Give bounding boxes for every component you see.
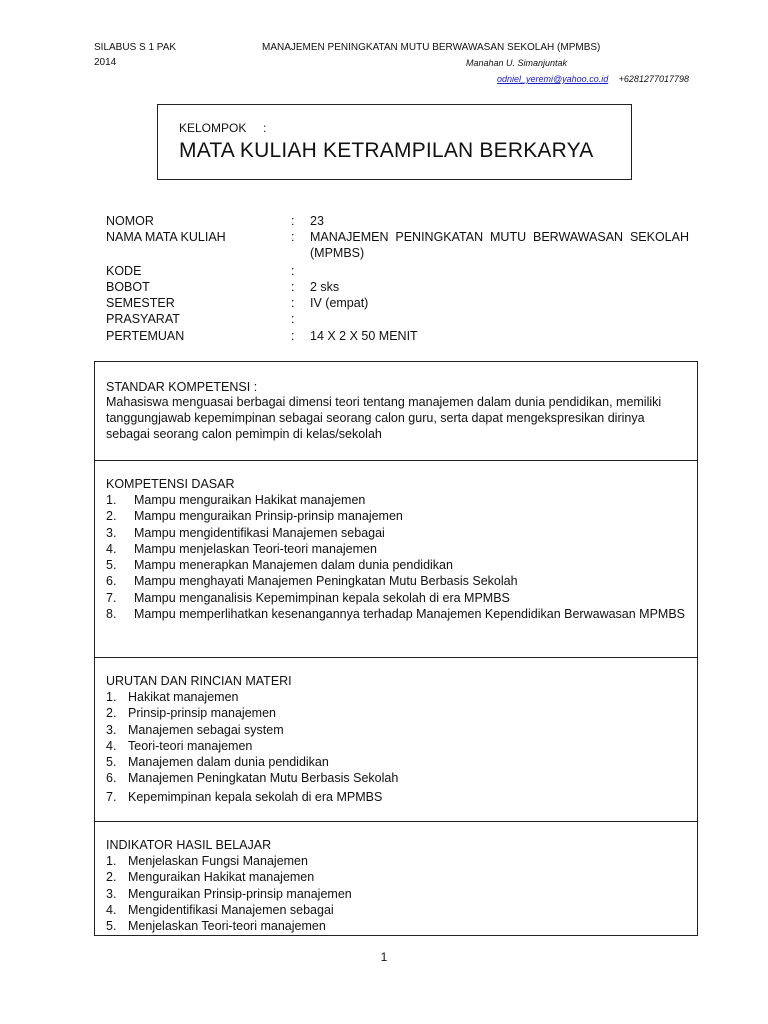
list-item-text: Mampu memperlihatkan kesenangannya terhadap Manajemen Kependidikan Berwawasan MPMBS [134, 607, 686, 622]
info-label-semester: SEMESTER [106, 296, 175, 310]
list-item: 7. Mampu menganalisis Kepemimpinan kepala sekolah di era MPMBS [106, 590, 510, 605]
standar-kompetensi-text: Mahasiswa menguasai berbagai dimensi teori tentang manajemen dalam dunia pendidikan, memiliki tanggungjawab kepemimpinan sebagai seorang calon guru, serta dapat mengekspresikan dirinya sebagai seorang calon pemimpin di kelas/sekolah [106, 395, 662, 442]
list-item-text: Mampu menganalisis Kepemimpinan kepala sekolah di era MPMBS [134, 590, 510, 605]
list-item-text: Menjelaskan Teori-teori manajemen [128, 919, 326, 934]
info-colon: : [291, 296, 295, 310]
list-item-text: Mengidentifikasi Manajemen sebagai [128, 902, 334, 917]
kompetensi-dasar-list [106, 492, 689, 622]
info-value-pertemuan: 14 X 2 X 50 MENIT [310, 329, 418, 343]
list-item-text: Menguraikan Hakikat manajemen [128, 870, 315, 885]
header-left-line2: 2014 [94, 57, 117, 68]
info-colon: : [291, 230, 295, 244]
group-title: MATA KULIAH KETRAMPILAN BERKARYA [179, 139, 594, 162]
list-item: 7. Kepemimpinan kepala sekolah di era MPMBS [106, 789, 383, 804]
list-item: 2. Prinsip-prinsip manajemen [106, 706, 276, 721]
info-label-prasyarat: PRASYARAT [106, 312, 180, 326]
list-item: 5. Manajemen dalam dunia pendidikan [106, 755, 329, 770]
list-item-text: Manajemen sebagai system [128, 722, 284, 737]
list-item: 4. Teori-teori manajemen [106, 738, 253, 753]
list-item: 6. Manajemen Peningkatan Mutu Berbasis Sekolah [106, 771, 399, 786]
info-value-nama: MANAJEMEN PENINGKATAN MUTU BERWAWASAN SEKOLAH (MPMBS) [310, 230, 689, 260]
list-item-text: Mampu mengidentifikasi Manajemen sebagai [134, 525, 385, 540]
info-colon: : [291, 329, 295, 343]
page-number: 1 [380, 950, 388, 964]
list-item: 8. Mampu memperlihatkan kesenangannya terhadap Manajemen Kependidikan Berwawasan MPMBS [106, 607, 686, 622]
info-colon: : [291, 214, 295, 228]
header-email-link[interactable]: odniel_yeremi@yahoo.co.id [497, 74, 609, 84]
info-value-nomor: 23 [310, 214, 324, 228]
list-item-text: Mampu menghayati Manajemen Peningkatan Mutu Berbasis Sekolah [134, 574, 518, 589]
list-item: 1. Mampu menguraikan Hakikat manajemen [106, 493, 366, 507]
list-item-text: Teori-teori manajemen [128, 738, 253, 753]
list-item: 1. Menjelaskan Fungsi Manajemen [106, 854, 308, 868]
header-contact [497, 69, 689, 87]
list-item-text: Menjelaskan Fungsi Manajemen [128, 854, 308, 868]
list-item-text: Prinsip-prinsip manajemen [128, 706, 276, 721]
list-item: 4. Mengidentifikasi Manajemen sebagai [106, 902, 334, 917]
info-label-pertemuan: PERTEMUAN [106, 329, 185, 343]
list-item-text: Menguraikan Prinsip-prinsip manajemen [128, 886, 352, 901]
list-item: 2. Mampu menguraikan Prinsip-prinsip manajemen [106, 509, 403, 524]
info-colon: : [291, 312, 295, 326]
info-colon: : [291, 264, 295, 278]
list-item: 6. Mampu menghayati Manajemen Peningkatan Mutu Berbasis Sekolah [106, 574, 518, 589]
list-item: 5. Menjelaskan Teori-teori manajemen [106, 919, 326, 934]
urutan-materi-title: URUTAN DAN RINCIAN MATERI [106, 674, 292, 688]
kompetensi-dasar-title: KOMPETENSI DASAR [106, 477, 235, 491]
info-value-bobot: 2 sks [310, 280, 340, 294]
list-item: 2. Menguraikan Hakikat manajemen [106, 870, 315, 885]
info-value-semester: IV (empat) [310, 296, 369, 310]
list-item: 3. Mampu mengidentifikasi Manajemen sebagai [106, 525, 385, 540]
indikator-list [106, 853, 666, 934]
list-item: 5. Mampu menerapkan Manajemen dalam dunia pendidikan [106, 558, 453, 573]
list-item-text: Mampu menguraikan Prinsip-prinsip manajemen [134, 509, 403, 524]
header-author: Manahan U. Simanjuntak [466, 58, 568, 68]
list-item: 1. Hakikat manajemen [106, 690, 239, 704]
info-label-kode: KODE [106, 264, 142, 278]
list-item-text: Mampu menerapkan Manajemen dalam dunia pendidikan [134, 558, 453, 573]
info-colon: : [291, 280, 295, 294]
list-item-text: Kepemimpinan kepala sekolah di era MPMBS [128, 789, 383, 804]
header-phone: +6281277017798 [618, 74, 689, 84]
list-item: 3. Menguraikan Prinsip-prinsip manajemen [106, 886, 352, 901]
list-item-text: Mampu menguraikan Hakikat manajemen [134, 493, 366, 507]
list-item-text: Manajemen Peningkatan Mutu Berbasis Sekolah [128, 771, 399, 786]
header-title: MANAJEMEN PENINGKATAN MUTU BERWAWASAN SEKOLAH (MPMBS) [262, 42, 601, 53]
standar-kompetensi-title: STANDAR KOMPETENSI : [106, 380, 258, 394]
urutan-materi-list [106, 689, 666, 805]
list-item-text: Manajemen dalam dunia pendidikan [128, 755, 329, 770]
info-label-nama: NAMA MATA KULIAH [106, 230, 226, 244]
info-label-bobot: BOBOT [106, 280, 150, 294]
info-label-nomor: NOMOR [106, 214, 154, 228]
list-item-text: Mampu menjelaskan Teori-teori manajemen [134, 541, 377, 556]
list-item-text: Hakikat manajemen [128, 690, 239, 704]
indikator-title: INDIKATOR HASIL BELAJAR [106, 838, 272, 852]
header-left-line1: SILABUS S 1 PAK [94, 42, 177, 53]
list-item: 3. Manajemen sebagai system [106, 722, 284, 737]
list-item: 4. Mampu menjelaskan Teori-teori manajemen [106, 541, 377, 556]
group-label: KELOMPOK : [179, 121, 267, 135]
